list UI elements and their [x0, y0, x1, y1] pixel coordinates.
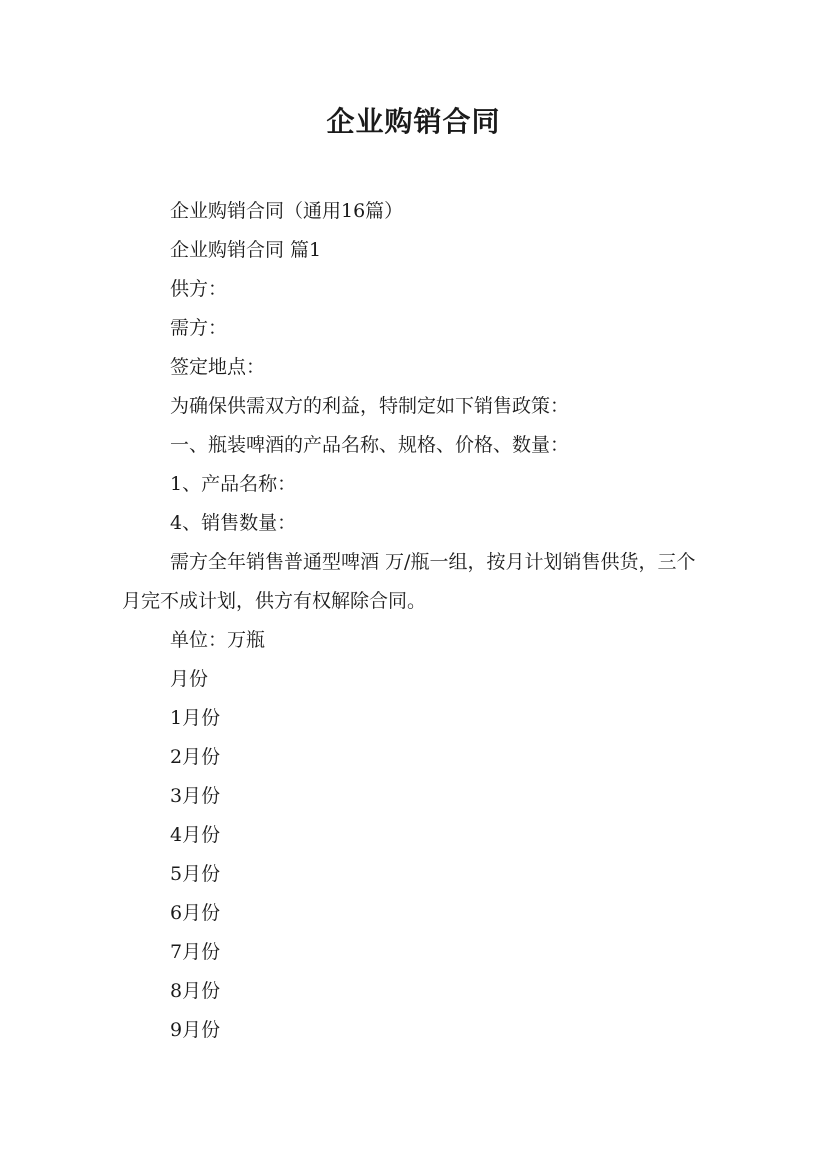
month-item: 2月份	[170, 746, 221, 768]
supplier-line: 供方：	[170, 278, 228, 300]
product-name-line: 1、产品名称：	[170, 473, 297, 495]
subtitle-paragraph: 企业购销合同（通用16篇）	[170, 200, 404, 222]
section-heading: 企业购销合同 篇1	[170, 239, 322, 261]
month-item: 5月份	[170, 863, 221, 885]
month-header: 月份	[170, 668, 209, 690]
month-item: 4月份	[170, 824, 221, 846]
document-body	[122, 192, 707, 1050]
purpose-paragraph: 为确保供需双方的利益，特制定如下销售政策：	[170, 395, 570, 417]
month-item: 7月份	[170, 941, 221, 963]
month-item: 1月份	[170, 707, 221, 729]
month-item: 3月份	[170, 785, 221, 807]
unit-line: 单位：万瓶	[170, 629, 266, 651]
month-item: 9月份	[170, 1019, 221, 1041]
signing-place-line: 签定地点：	[170, 356, 266, 378]
sales-plan-paragraph: 需方全年销售普通型啤酒 万/瓶一组，按月计划销售供货，三个月完不成计划，供方有权解除合同。	[122, 551, 696, 612]
month-item: 8月份	[170, 980, 221, 1002]
clause-one-heading: 一、瓶装啤酒的产品名称、规格、价格、数量：	[170, 434, 570, 456]
document-title: 企业购销合同	[326, 105, 501, 138]
month-item: 6月份	[170, 902, 221, 924]
buyer-line: 需方：	[170, 317, 228, 339]
sales-quantity-line: 4、销售数量：	[170, 512, 297, 534]
